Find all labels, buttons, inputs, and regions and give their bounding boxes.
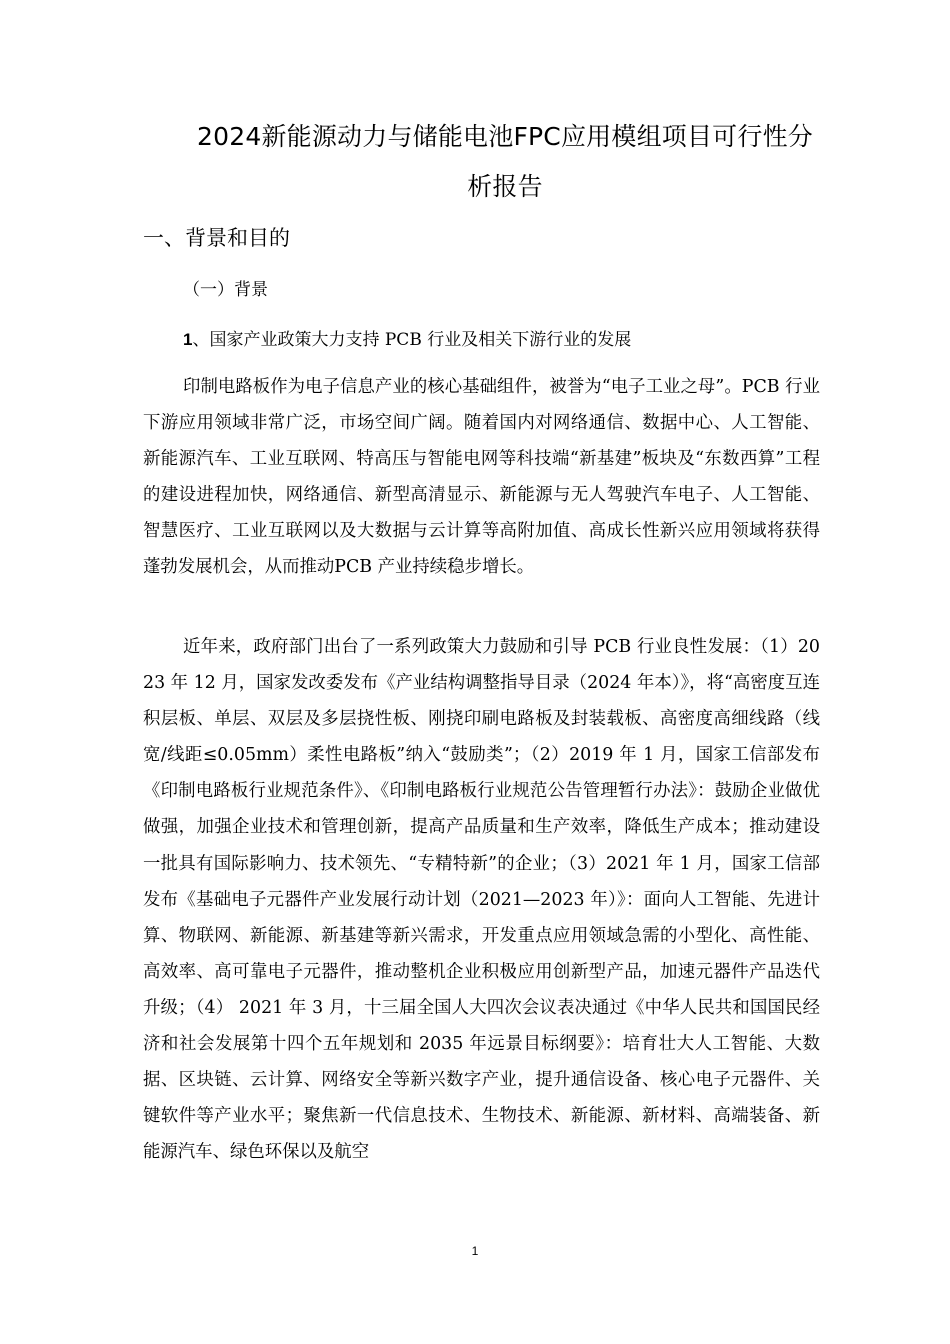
paragraph-pcb-overview: 印制电路板作为电子信息产业的核心基础组件，被誉为“电子工业之母”。PCB 行业下游应用领域非常广泛，市场空间广阔。随着国内对网络通信、数据中心、人工智能、新能源汽车、工业互联网、特高压与智能电网等科技端“新基建”板块及“东数西算”工程的建设进程加快，网络通信、新型高清显示、新能源与无人驾驶汽车电子、人工智能、智慧医疗、工业互联网以及大数据与云计算等高附加值、高成长性新兴应用领域将获得蓬勃发展机会，从而推动PCB 产业持续稳步增长。 [143,377,820,578]
paragraph-policy-list: 近年来，政府部门出台了一系列政策大力鼓励和引导 PCB 行业良性发展：（1）2023 年 12 月，国家发改委发布《产业结构调整指导目录（2024 年本）》，将“高密度互连积层板、单层、双层及多层挠性板、刚挠印刷电路板及封装载板、高密度高细线路（线宽/线距≤0.05mm）柔性电路板”纳入“鼓励类”；（2）2019 年 1 月，国家工信部发布《印制电路板行业规范条件》、《印制电路板行业规范公告管理暂行办法》：鼓励企业做优做强，加强企业技术和管理创新，提高产品质量和生产效率，降低生产成本；推动建设一批具有国际影响力、技术领先、“专精特新”的企业；（3）2021 年 1 月，国家工信部发布《基础电子元器件产业发展行动计划（2021—2023 年）》：面向人工智能、先进计算、物联网、新能源、新基建等新兴需求，开发重点应用领域急需的小型化、高性能、高效率、高可靠电子元器件，推动整机企业积极应用创新型产品，加速元器件产品迭代升级；（4） 2021 年 3 月，十三届全国人大四次会议表决通过《中华人民共和国国民经济和社会发展第十四个五年规划和 2035 年远景目标纲要》：培育壮大人工智能、大数据、区块链、云计算、网络安全等新兴数字产业，提升通信设备、核心电子元器件、关键软件等产业水平；聚焦新一代信息技术、生物技术、新能源、新材料、高端装备、新能源汽车、绿色环保以及航空 [143,637,820,1163]
item-heading-number: 1 [183,330,193,349]
subsection-heading-background: （一）背景 [183,280,268,300]
item-heading-text: 、国家产业政策大力支持 PCB 行业及相关下游行业的发展 [192,330,632,350]
page-number: 1 [471,1244,479,1258]
item-heading-policy-support [183,324,631,356]
section-heading-background-purpose: 一、背景和目的 [143,226,290,250]
document-title: 2024新能源动力与储能电池FPC应用模组项目可行性分析报告 [197,122,813,201]
